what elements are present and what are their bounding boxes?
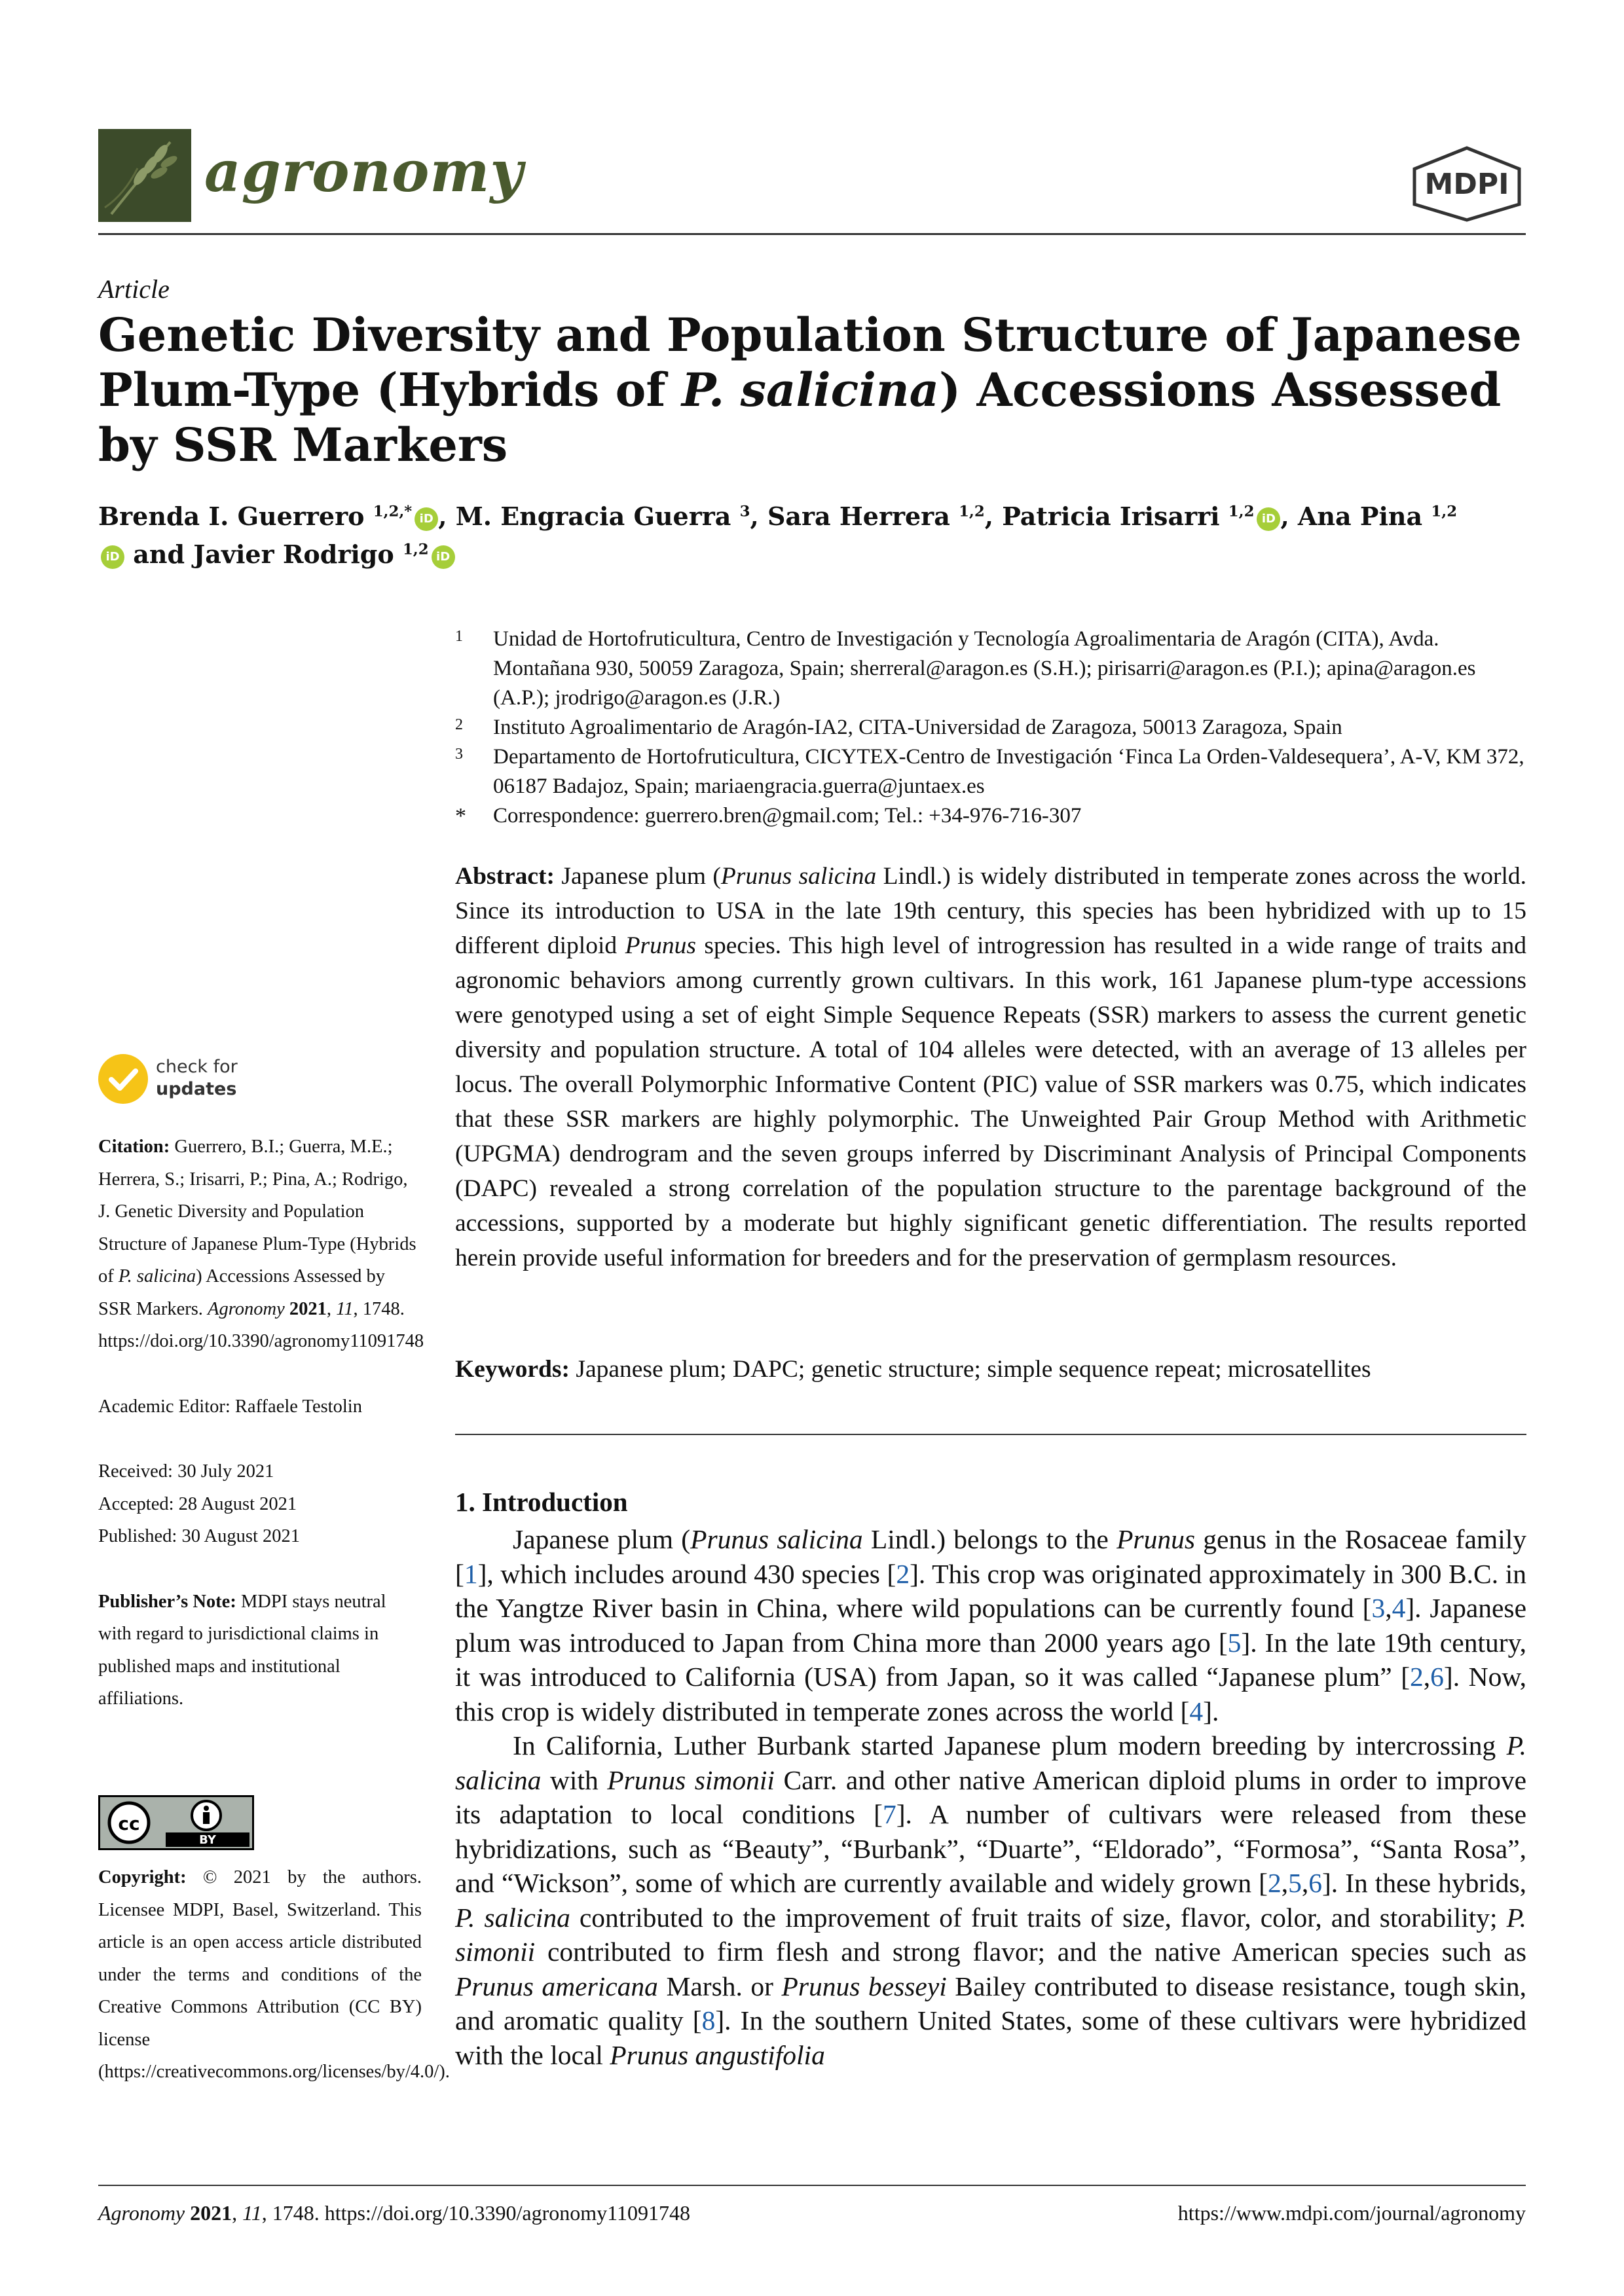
reference-link[interactable]: 7 <box>882 1799 896 1829</box>
sidebar-metadata <box>98 1131 422 1715</box>
author-affiliation-marker: 1,2 <box>1431 503 1458 520</box>
affiliation-item <box>455 742 1529 801</box>
article-type: Article <box>98 274 170 304</box>
author-affiliation-marker: 1,2 <box>402 541 429 558</box>
reference-link[interactable]: 3 <box>1371 1593 1386 1623</box>
academic-editor: Academic Editor: Raffaele Testolin <box>98 1396 362 1417</box>
reference-link[interactable]: 4 <box>1392 1593 1406 1623</box>
mdpi-logo <box>1408 145 1526 223</box>
affiliation-item <box>455 801 1529 831</box>
keywords: Keywords: Japanese plum; DAPC; genetic structure; simple sequence repeat; microsatellites <box>455 1356 1371 1383</box>
wheat-icon <box>98 129 191 222</box>
author-joiner: and <box>124 539 194 569</box>
affiliation-text: Instituto Agroalimentario de Aragón-IA2, CITA-Universidad de Zaragoza, 50013 Zaragoza, Spain <box>493 716 1342 739</box>
paragraph: In California, Luther Burbank started Japanese plum modern breeding by intercrossing P. salicina with Prunus simonii Carr. and other native American diploid plums in order to improve its adaptation to local conditions [7]. A number of cultivars were released from these hybridizations, such as “Beauty”, “Burbank”, “Duarte”, “Eldorado”, “Formosa”, “Santa Rosa”, and “Wickson”, some of which are currently available and widely grown [2,5,6]. In these hybrids, P. salicina contributed to the improvement of fruit traits of size, flavor, color, and storability; P. simonii contributed to firm flesh and strong flavor; and the native American species such as Prunus americana Marsh. or Prunus besseyi Bailey contributed to disease resistance, tough skin, and aromatic quality [8]. In the southern United States, some of these cultivars were hybridized with the local Prunus angustifolia <box>455 1730 1527 2070</box>
checkmark-icon <box>98 1054 148 1104</box>
reference-link[interactable]: 1 <box>464 1558 478 1589</box>
reference-link[interactable]: 6 <box>1308 1868 1322 1898</box>
abstract: Abstract: Japanese plum (Prunus salicina Lindl.) is widely distributed in temperate zones across the world. Since its introduction to USA in the late 19th century, this species has been hybridized with up to 15 different diploid Prunus species. This high level of introgression has resulted in a wide range of traits and agronomic behaviors among currently grown cultivars. In this work, 161 Japanese plum-type accessions were genotyped using a set of eight Simple Sequence Repeats (SSR) markers to assess the current genetic diversity and population structure. A total of 104 alleles were detected, with an average of 13 alleles per locus. The overall Polymorphic Informative Content (PIC) value of SSR markers was 0.75, which indicates that these SSR markers are highly polymorphic. The Unweighted Pair Group Method with Arithmetic (UPGMA) dendrogram and the seven groups inferred by Discriminant Analysis of Principal Components (DAPC) revealed a strong correlation of the population structure to the parentage background of the accessions, supported by a moderate but highly significant genetic differentiation. The results reported herein provide useful information for breeders and for the preservation of germplasm resources. <box>455 863 1526 1271</box>
svg-text:cc: cc <box>118 1813 140 1834</box>
footer-journal-url[interactable]: https://www.mdpi.com/journal/agronomy <box>1177 2201 1526 2225</box>
reference-link[interactable]: 2 <box>896 1558 910 1589</box>
copyright-notice: Copyright: © 2021 by the authors. Licensee MDPI, Basel, Switzerland. This article is an open access article distributed under the terms and conditions of the Creative Commons Attribution (CC BY) license (https://creativecommons.org/licenses/by/4.0/). <box>98 1867 450 2082</box>
citation: Citation: Guerrero, B.I.; Guerra, M.E.; Herrera, S.; Irisarri, P.; Pina, A.; Rodrigo, J. Genetic Diversity and Population Structure of Japanese Plum-Type (Hybrids of P. salicina) Accessions Assessed by SSR Markers. Agronomy 2021, 11, 1748. https://doi.org/10.3390/agronomy11091748 <box>98 1137 424 1351</box>
cc-by-license-badge[interactable] <box>98 1795 254 1850</box>
author-affiliation-marker: 1,2 <box>1228 503 1255 520</box>
author-list: Brenda I. Guerrero $^{1,2,*}$ iD , M. Engracia Guerra $^3$, Sara Herrera $^{1,2}$, Patricia Irisarri $^{1,2}$ iD , Ana Pina $^{1,2}$iD and Javier Rodrigo $^{1,2}$ iD <box>98 501 1458 569</box>
check-updates-label: check for <box>156 1057 238 1077</box>
publisher-note: Publisher’s Note: MDPI stays neutral with regard to jurisdictional claims in published maps and institutional affiliations. <box>98 1591 386 1709</box>
author-affiliation-marker: 1,2 <box>959 503 985 520</box>
author-affiliation-marker: 1,2,* <box>373 503 413 520</box>
section-heading-introduction: 1. Introduction <box>455 1487 628 1517</box>
footer-divider <box>98 2185 1526 2186</box>
received-date: Received: 30 July 2021 <box>98 1461 274 1482</box>
mdpi-logo-text: MDPI <box>1424 168 1509 201</box>
reference-link[interactable]: 5 <box>1288 1868 1302 1898</box>
orcid-icon[interactable]: iD <box>432 545 455 569</box>
check-for-updates-button[interactable] <box>98 1054 268 1113</box>
affiliations <box>455 625 1529 831</box>
affiliation-marker: * <box>455 804 466 828</box>
journal-logo <box>98 129 191 222</box>
check-updates-label-bold: updates <box>156 1079 237 1099</box>
header-divider <box>98 233 1526 235</box>
introduction-body <box>455 1522 1526 2072</box>
orcid-icon[interactable]: iD <box>1257 507 1280 531</box>
author-name: M. Engracia Guerra <box>455 501 731 531</box>
reference-link[interactable]: 2 <box>1267 1868 1282 1898</box>
journal-name: agronomy <box>204 139 524 205</box>
reference-link[interactable]: 6 <box>1430 1662 1444 1692</box>
published-date: Published: 30 August 2021 <box>98 1526 300 1546</box>
reference-link[interactable]: 2 <box>1410 1662 1424 1692</box>
orcid-icon[interactable]: iD <box>101 545 124 569</box>
affiliation-item <box>455 625 1529 713</box>
author-name: Ana Pina <box>1297 501 1423 531</box>
paragraph: Japanese plum (Prunus salicina Lindl.) belongs to the Prunus genus in the Rosaceae family [1], which includes around 430 species [2]. This crop was originated approximately in 300 B.C. in the Yangtze River basin in China, where wild populations can be currently found [3,4]. Japanese plum was introduced to Japan from China more than 2000 years ago [5]. In the late 19th century, it was introduced to California (USA) from Japan, so it was called “Japanese plum” [2,6]. Now, this crop is widely distributed in temperate zones across the world [4]. <box>455 1524 1527 1726</box>
accepted-date: Accepted: 28 August 2021 <box>98 1493 297 1514</box>
orcid-icon[interactable]: iD <box>415 507 438 531</box>
author-affiliation-marker: 3 <box>739 503 750 520</box>
affiliation-marker: 1 <box>455 628 463 645</box>
affiliation-text: Departamento de Hortofruticultura, CICYTEX-Centro de Investigación ‘Finca La Orden-Valdesequera’, A-V, KM 372, 06187 Badajoz, Spain; mariaengracia.guerra@juntaex.es <box>493 745 1524 798</box>
affiliation-item <box>455 713 1529 742</box>
author-name: Patricia Irisarri <box>1002 501 1220 531</box>
author-name: Brenda I. Guerrero <box>98 501 365 531</box>
affiliation-text: Unidad de Hortofruticultura, Centro de Investigación y Tecnología Agroalimentaria de Aragón (CITA), Avda. Montañana 930, 50059 Zaragoza, Spain; sherreral@aragon.es (S.H.); pirisarri@aragon.es (P.I.); apina@aragon.es (A.P.); jrodrigo@aragon.es (J.R.) <box>493 627 1476 710</box>
reference-link[interactable]: 8 <box>701 2005 716 2035</box>
article-title: Genetic Diversity and Population Structure of Japanese Plum-Type (Hybrids of P. salicina) Accessions Assessed by SSR Markers <box>98 308 1522 472</box>
section-divider <box>455 1434 1526 1435</box>
affiliation-text: Correspondence: guerrero.bren@gmail.com; Tel.: +34-976-716-307 <box>493 804 1082 828</box>
reference-link[interactable]: 4 <box>1189 1696 1204 1726</box>
footer-citation: Agronomy 2021, 11, 1748. https://doi.org/10.3390/agronomy11091748 <box>98 2201 690 2225</box>
author-name: Javier Rodrigo <box>193 539 394 569</box>
author-name: Sara Herrera <box>767 501 950 531</box>
cc-by-label: BY <box>199 1833 216 1847</box>
affiliation-marker: 2 <box>455 716 463 733</box>
affiliation-marker: 3 <box>455 746 463 763</box>
reference-link[interactable]: 5 <box>1227 1627 1242 1658</box>
